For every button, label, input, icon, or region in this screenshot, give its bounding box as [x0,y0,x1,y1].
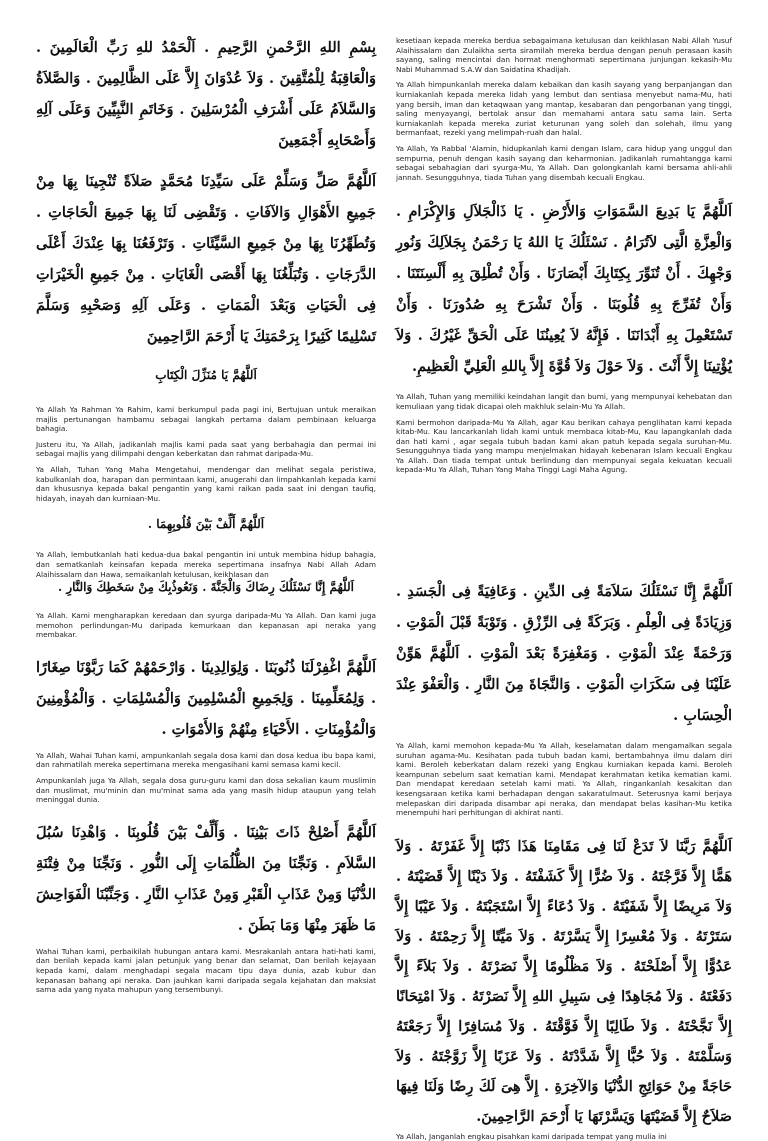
paragraph: Ya Allah. Kami mengharapkan keredaan dan syurga daripada-Mu Ya Allah. Dan kami juga memohon perlindungan-Mu daripada kemurkaan dan kepanasan api neraka yang membakar. [36,611,376,640]
paragraph: kesetiaan kepada mereka berdua sebagaimana ketulusan dan keikhlasan Nabi Allah Yusuf Alaihissalam dan Zulaikha serta siramilah mereka berdua dengan penuh perasaan kasih sayang, saling mencintai dan hormat menghormati sepertimana junjungan kekasih-Mu Nabi Muhammad S.A.W dan Saidatina Khadijah. [396,36,732,74]
paragraph: Ya Allah, Tuhan yang memiliki keindahan langit dan bumi, yang mempunyai kehebatan dan kemuliaan yang tidak dicapai oleh makhluk selain-Mu Ya Allah. [396,392,732,411]
arabic-salawat: اَللَّهُمَّ صَلِّ وَسَلِّمْ عَلَى سَيِّدِنَا مُحَمَّدٍ صَلاَةً تُنْجِينَا بِهَا مِنْ جَمِيعِ الأَهْوَالِ وَالآفَاتِ . وَتَقْضِى لَنَا بِهَا جَمِيعَ الْحَاجَاتِ . وَتُطَهِّرُنَا بِهَا مِنْ جَمِيعِ السَّيِّئَاتِ . وَتَرْفَعُنَا بِهَا عِنْدَكَ أَعْلَى الدَّرَجَاتِ . وَتُبَلِّغُنَا بِهَا أَقْصَى الْغَايَاتِ . مِنْ جَمِيعِ الْخَيْرَاتِ فِى الْحَيَاتِ وَبَعْدَ الْمَمَاتِ . وَعَلَى آلِهِ وَصَحْبِهِ وَسَلَّمَ تَسْلِيمًا كَثِيرًا بِرَحْمَتِكَ يَا أَرْحَمَ الرَّاحِمِينَ [36,173,376,345]
paragraph: Ya Allah, Wahai Tuhan kami, ampunkanlah segala dosa kami dan dosa kedua ibu bapa kami, dan rahmatilah mereka sepertimana mereka mengasihani kami semasa kami kecil. [36,750,376,770]
arabic-prayer: اَللَّهُمَّ يَا بَدِيعَ السَّمَوَاتِ وَالأَرْضِ . يَا ذَالْجَلاَلِ وَالإِكْرَامِ . وَالْعِزَّةِ الَّتِى لاَتُرَامُ . نَسْئَلُكَ يَا اللهُ يَا رَحْمَنُ بِجَلاَلِكَ وَنُورِ وَجْهِكَ . أَنْ تُنَوِّرَ بِكِتَابِكَ أَبْصَارَنَا . وَأَنْ تُطْلِقَ بِهِ أَلْسِنَتَنَا . وَأَنْ تُفَرِّجَ بِهِ قُلُوبَنَا . وَأَنْ تَشْرَحَ بِهِ صُدُورَنَا . وَأَنْ تَسْتَعْمِلَ بِهِ أَبْدَانَنَا . فَإِنَّهُ لاَ يُعِينُنَا عَلَى الْحَقِّ غَيْرُكَ . وَلاَ يُؤْتِينَا إِلاَّ أَنْتَ . وَلاَ حَوْلَ وَلاَ قُوَّةَ إِلاَّ بِاللهِ الْعَلِيِّ الْعَظِيمِ. [396,203,732,376]
paragraph: Ya Allah, Ya Rabbal 'Alamin, hidupkanlah kami dengan Islam, cara hidup yang unggul dan sempurna, penuh dengan kasih sayang dan keharmonian. Jadikanlah rumahtangga kami sebagai sebahagian dari syurga-Mu, Ya Allah. Dan golongkanlah kami bersama ahli-ahli jannah. Sesungguhnya, tiada Tuhan yang disembah kecuali Engkau. [396,143,732,182]
paragraph: Ampunkanlah juga Ya Allah, segala dosa guru-guru kami dan dosa sekalian kaum muslimin dan muslimat, mu'minin dan mu'minat sama ada yang masih hidup ataupun yang telah meninggal dunia. [36,775,376,805]
arabic-prayer: اَللَّهُمَّ أَصْلِحْ ذَاتَ بَيْنِنَا . وَأَلِّفْ بَيْنَ قُلُوبِنَا . وَاهْدِنَا سُبُلَ السَّلاَمِ . وَنَجِّنَا مِنَ الظُّلُمَاتِ إِلَى النُّورِ . وَنَجِّنَا مِنْ فِتْنَةِ الدُّنْيَا وَمِنْ عَذَابِ الْقَبْرِ وَمِنْ عَذَابِ النَّارِ . وَجَنِّبْنَا الْفَوَاحِشَ مَا ظَهَرَ مِنْهَا وَمَا بَطَنَ . [36,823,376,934]
arabic-opening: بِسْمِ اللهِ الرَّحْمنِ الرَّحِيمِ . اَلْحَمْدُ للهِ رَبِّ الْعَالَمِينَ . وَالْعَاقِبَةُ لِلْمُتَّقِينَ . وَلاَ عُدْوَانَ إِلاَّ عَلَى الظَّالِمِينَ . وَالصَّلاَةُ وَالسَّلاَمُ عَلَى أَشْرَفِ الْمُرْسَلِينَ . وَخَاتَمِ النَّبِيِّينَ وَعَلَى آلِهِ وَأَصْحَابِهِ أَجْمَعِينَ [36,39,376,149]
paragraph: Justeru itu, Ya Allah, jadikanlah majlis kami pada saat yang berbahagia dan permai ini sebagai majlis yang dilimpahi dengan keberkatan dan rahmat daripada-Mu. [36,439,376,459]
arabic-prayer: اَللَّهُمَّ اغْفِرْلَنَا ذُنُوبَنَا . وَلِوَالِدِينَا . وَارْحَمْهُمْ كَمَا رَبَّوْنَا صِغَارًا . وَلِمُعَلِّمِينَا . وَلِجَمِيعِ الْمُسْلِمِينَ وَالْمُسْلِمَاتِ . وَالْمُؤْمِنِينَ وَالْمُؤْمِنَاتِ . الأَحْيَاءِ مِنْهُمْ وَالأَمْوَاتِ . [36,658,376,738]
paragraph: Ya Allah himpunkanlah mereka dalam kebaikan dan kasih sayang yang berpanjangan dan kurniakanlah kepada mereka lidah yang lembut dan sentiasa menyebut nama-Mu, hati yang bersih, iman dan ketaqwaan yang mantap, kesabaran dan pengorbanan yang tinggi, saling menyayangi, bertolak ansur dan memahami antara satu sama lain. Serta kurniakanlah kepada mereka zuriat keturunan yang soleh dan solehah, ilmu yang bermanfaat, rezeki yang melimpah-ruah dan halal. [396,80,732,138]
paragraph: Ya Allah, Tuhan Yang Maha Mengetahui, mendengar dan melihat segala peristiwa, kabulkanlah doa, harapan dan permintaan kami, anugerahi dan limpahkanlah kepada kami dan khususnya kepada bakal pengantin yang kami raikan pada saat ini dengan taufiq, hidayah, inayah dan kurniaan-Mu. [36,464,376,503]
paragraph: Kami bermohon daripada-Mu Ya Allah, agar Kau berikan cahaya penglihatan kami kepada kitab-Mu. Kau lancarkanlah lidah kami untuk membaca kitab-Mu, Kau lapangkanlah dada dan hati kami , agar segala tubuh badan kami akan patuh kepada segala suruhan-Mu. Sesungguhnya tiada yang mampu menjelmakan hidayah kebenaran Islam kecuali Engkau Ya Allah. Dan tiada tempat untuk berlindung dan mempunyai segala kekuatan kecuali kepada-Mu Ya Allah, Tuhan Yang Maha Tinggi Lagi Maha Agung. [396,417,732,475]
arabic-heading: اَللَّهُمَّ يَا مُنَزِّلَ الْكِتَابِ [155,368,257,382]
arabic-short-prayer: اَللَّهُمَّ أَلِّفْ بَيْنَ قُلُوبِهِمَا . [147,517,265,532]
bottom-right-column [396,576,732,1141]
arabic-prayer: اَللَّهُمَّ رَبَّنَا لاَ تَدَعْ لَنَا فِى مَقَامِنَا هَذَا ذَنْبًا إِلاَّ غَفَرْتَهُ . وَلاَ هَمًّا إِلاَّ فَرَّجْتَهُ . وَلاَ ضُرًّا إِلاَّ كَشَفْتَهُ . وَلاَ دَيْنًا إِلاَّ قَضَيْتَهُ . وَلاَ مَرِيضًا إِلاَّ شَفَيْتَهُ . وَلاَ دُعَاءً إِلاَّ اسْتَجَبْتَهُ . وَلاَ عَيْبًا إِلاَّ سَتَرْتَهُ . وَلاَ مُعْسِرًا إِلاَّ يَسَّرْتَهُ . وَلاَ مَيِّتًا إِلاَّ رَحِمْتَهُ . وَلاَ عَدُوًّا إِلاَّ أَصْلَحْتَهُ . وَلاَ مَظْلُومًا إِلاَّ نَصَرْتَهُ . وَلاَ بَلاَءً إِلاَّ دَفَعْتَهُ . وَلاَ مُجَاهِدًا فِى سَبِيلِ اللهِ إِلاَّ نَصَرْتَهُ . وَلاَ امْتِحَانًا إِلاَّ نَجَّحْتَهُ . وَلاَ طَالِبًا إِلاَّ فَوَّقْتَهُ . وَلاَ مُسَافِرًا إِلاَّ رَجَعْتَهُ وَسَلَّمْتَهُ . وَلاَ حُبًّا إِلاَّ شَدَّدْتَهُ . وَلاَ عَزَبًا إِلاَّ زَوَّجْتَهُ . وَلاَ حَاجَةً مِنْ حَوَائِجِ الدُّنْيَا وَالآخِرَةِ . إِلاَّ هِىَ لَكَ رِضًا وَلَنَا فِيهَا صَلاَحٌ إِلاَّ قَضَيْتَهَا وَيَسَّرْتَهَا يَا أَرْحَمَ الرَّاحِمِينَ. [396,837,732,1125]
arabic-prayer: اَللَّهُمَّ إِنَّا نَسْئَلُكَ سَلاَمَةً فِى الدِّينِ . وَعَافِيَةً فِى الْجَسَدِ . وَزِيَادَةً فِى الْعِلْمِ . وَبَرَكَةً فِى الرِّزْقِ . وَتَوْبَةً قَبْلَ الْمَوْتِ . وَرَحْمَةً عِنْدَ الْمَوْتِ . وَمَغْفِرَةً بَعْدَ الْمَوْتِ . اَللَّهُمَّ هَوِّنْ عَلَيْنَا فِى سَكَرَاتِ الْمَوْتِ . وَالنَّجَاةَ مِنَ النَّارِ . وَالْعَفْوَ عِنْدَ الْحِسَابِ . [396,583,732,724]
top-left-column [36,32,376,579]
paragraph: Ya Allah, lembutkanlah hati kedua-dua bakal pengantin ini untuk membina hidup bahagia, dan sematkanlah keinsafan kepada mereka sepertimana insafnya Nabi Allah Adam Alaihissalam dan Hawa, semaikanlah ketulusan, keikhlasan dan [36,550,376,579]
arabic-prayer: اَللَّهُمَّ إِنَّا نَسْئَلُكَ رِضَاكَ وَالْجَنَّةَ . وَنَعُوذُبِكَ مِنْ سَخَطِكَ وَالنَّارِ . [58,580,354,594]
paragraph: Ya Allah Ya Rahman Ya Rahim, kami berkumpul pada pagi ini, Bertujuan untuk meraikan majlis pertunangan hambamu sebagai langkah pertama dalam pembinaan keluarga bahagia. [36,405,376,434]
bottom-left-column [36,572,376,1012]
paragraph: Ya Allah, Janganlah engkau pisahkan kami daripada tempat yang mulia ini [396,1131,667,1141]
paragraph: Ya Allah, kami memohon kepada-Mu Ya Allah, keselamatan dalam mengamalkan segala suruhan agama-Mu. Kesihatan pada tubuh badan kami, bertambahnya ilmu dalam diri kami. Beroleh keberkatan dalam rezeki yang Engkau kurniakan kepada kami. Beroleh keampunan sebelum saat kematian kami. Mendapat kerahmatan ketika kematian kami. Dan mendapat keredaan setelah kami mati. Ya Allah, ringankanlah kesakitan dan kesengsaraan ketika kami berhadapan dengan sakaratulmaut. Seterusnya kami berjaya melepaskan diri daripada disambar api neraka, dan mendapat belas kasihan-Mu ketika menempuhi hari perhitungan di akhirat nanti. [396,741,732,818]
top-right-column [396,36,732,506]
paragraph: Wahai Tuhan kami, perbaikilah hubungan antara kami. Mesrakanlah antara hati-hati kami, dan berilah kepada kami jalan petunjuk yang benar dan selamat, Dan berilah kejayaan kepada kami, dalam menghadapi segala macam tipu daya dunia, azab kubur dan kepanasan bahang api neraka. Dan jauhkan kami daripada segala kejahatan dan maksiat sama ada yang nyata mahupun yang tersembunyi. [36,946,376,995]
